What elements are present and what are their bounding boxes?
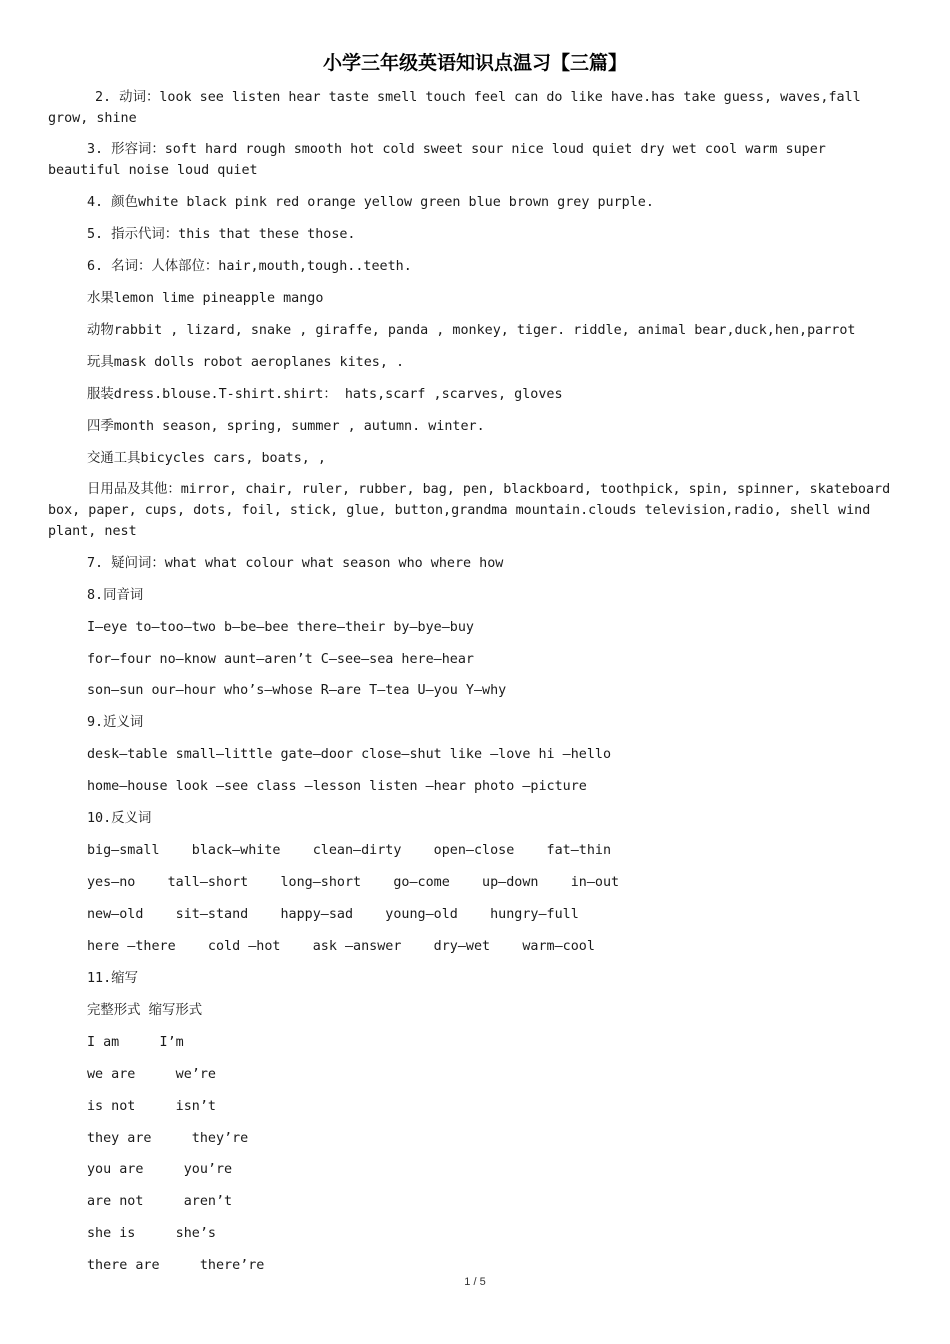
contraction-row: is not isn’t: [87, 1099, 216, 1114]
contraction-row: you are you’re: [87, 1162, 233, 1177]
homophones-line-3: son—sun our—hour who’s—whose R—are T—tea U—you Y—why: [87, 683, 507, 698]
transport-line: 交通工具bicycles cars, boats, ,: [87, 451, 326, 466]
clothes-line: 服装dress.blouse.T-shirt.shirt： hats,scarf ,scarves, gloves: [87, 387, 563, 402]
page-number: 1 / 5: [464, 1276, 486, 1288]
fruits-line: 水果lemon lime pineapple mango: [87, 291, 324, 306]
homophones-heading: 8.同音词: [87, 588, 144, 603]
nouns-body-line: 6. 名词：人体部位：hair,mouth,tough..teeth.: [87, 259, 412, 274]
colors-line: 4. 颜色white black pink red orange yellow green blue brown grey purple.: [87, 195, 654, 210]
demonstratives-line: 5. 指示代词：this that these those.: [87, 227, 356, 242]
animals-line: 动物rabbit , lizard, snake , giraffe, panda , monkey, tiger. riddle, animal bear,duck,hen,parrot: [87, 323, 856, 338]
contraction-row: we are we’re: [87, 1067, 216, 1082]
homophones-line-1: I—eye to—too—two b—be—bee there—their by—bye—buy: [87, 620, 474, 635]
antonyms-line-3: new—old sit—stand happy—sad young—old hungry—full: [87, 907, 579, 922]
contractions-heading: 11.缩写: [87, 971, 138, 986]
contraction-row: are not aren’t: [87, 1194, 233, 1209]
antonyms-line-1: big—small black—white clean—dirty open—close fat—thin: [87, 843, 612, 858]
adjectives-line: 3. 形容词：soft hard rough smooth hot cold sweet sour nice loud quiet dry wet cool warm super beautiful noise loud quiet: [48, 142, 834, 178]
contraction-row: she is she’s: [87, 1226, 216, 1241]
antonyms-line-4: here —there cold —hot ask —answer dry—wet warm—cool: [87, 939, 595, 954]
antonyms-line-2: yes—no tall—short long—short go—come up—down in—out: [87, 875, 620, 890]
synonyms-line-1: desk—table small—little gate—door close—shut like —love hi —hello: [87, 747, 612, 762]
contraction-row: there are there’re: [87, 1258, 265, 1273]
contractions-subheading: 完整形式 缩写形式: [87, 1003, 203, 1018]
synonyms-line-2: home—house look —see class —lesson listen —hear photo —picture: [87, 779, 587, 794]
contraction-row: they are they’re: [87, 1131, 249, 1146]
antonyms-heading: 10.反义词: [87, 811, 152, 826]
homophones-line-2: for—four no—know aunt—aren’t C—see—sea here—hear: [87, 652, 474, 667]
synonyms-heading: 9.近义词: [87, 715, 144, 730]
question-words-line: 7. 疑问词：what what colour what season who where how: [87, 556, 504, 571]
verbs-line: 2. 动词：look see listen hear taste smell touch feel can do like have.has take guess, waves,fall grow, shine: [48, 90, 869, 126]
page-title: 小学三年级英语知识点温习【三篇】: [322, 52, 627, 74]
contraction-row: I am I’m: [87, 1035, 184, 1050]
toys-line: 玩具mask dolls robot aeroplanes kites, .: [87, 355, 405, 370]
daily-items-line: 日用品及其他：mirror, chair, ruler, rubber, bag, pen, blackboard, toothpick, spin, spinner, skateboard box, paper, cups, dots, foil, stick, glue, button,grandma mountain.clouds television,radio, shell wind plant, nest: [48, 482, 899, 539]
seasons-line: 四季month season, spring, summer , autumn. winter.: [87, 419, 485, 434]
